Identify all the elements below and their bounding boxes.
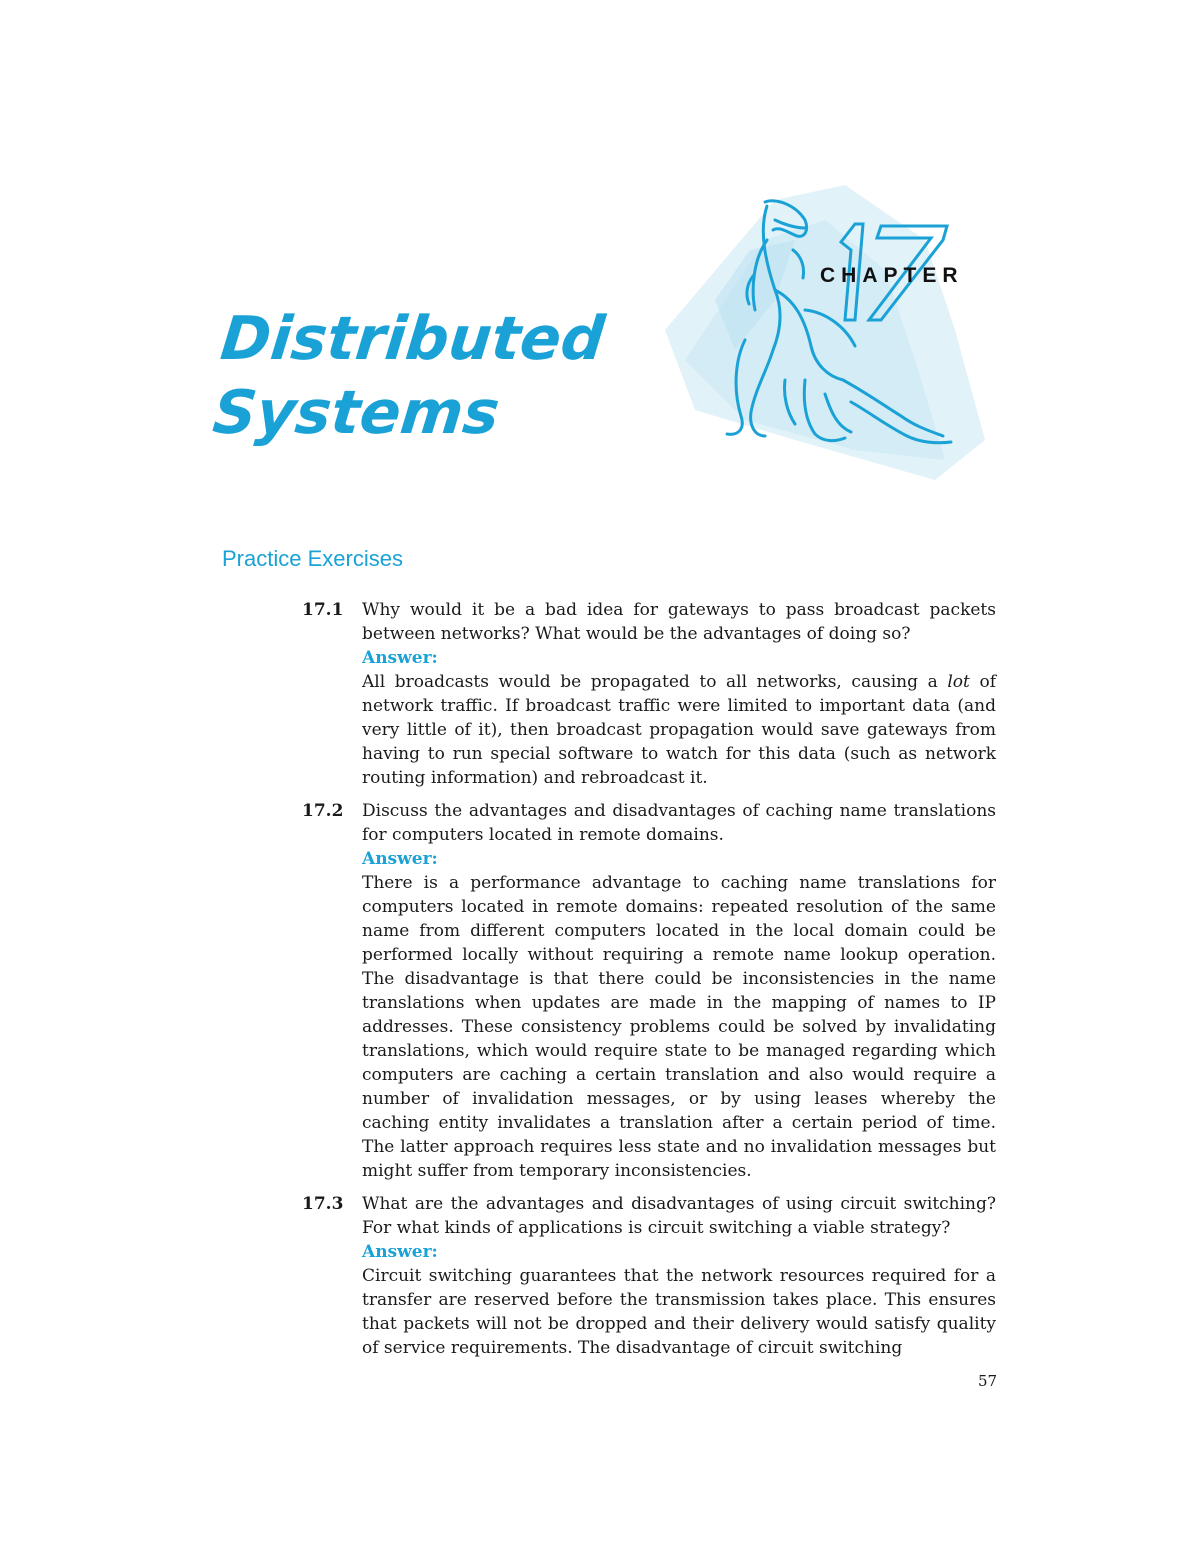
exercise-answer (362, 670, 996, 790)
chapter-title (209, 302, 607, 450)
page-number: 57 (978, 1372, 998, 1390)
exercise-number: 17.3 (302, 1194, 344, 1214)
section-heading: Practice Exercises (222, 546, 403, 571)
exercise-answer: There is a performance advantage to caching name translations for computers located in remote domains: repeated resolution of the same name from different computers located in the local domain could be performed locally without requiring a remote name lookup operation. The disadvantage is that there could be inconsistencies in the name translations when updates are made in the mapping of names to IP addresses. These consistency problems could be solved by invalidating translations, which would require state to be managed regarding which computers are caching a certain translation and also would require a number of invalidation messages, or by using leases whereby the caching entity invalidates a translation after a certain period of time. The latter approach requires less state and no invalidation messages but might suffer from temporary inconsistencies. (362, 873, 996, 1181)
answer-label: Answer: (362, 1242, 438, 1262)
exercise-number: 17.2 (302, 801, 344, 821)
answer-emphasis: lot (947, 672, 970, 692)
chapter-label: CHAPTER (820, 264, 964, 287)
dinosaur-sketch-icon (655, 180, 1015, 500)
chapter-title-line-1: Distributed (217, 304, 608, 374)
exercise-list (296, 598, 996, 1369)
exercise-17-2 (296, 799, 996, 1183)
exercise-question: What are the advantages and disadvantages of using circuit switching? For what kinds of applications is circuit switching a viable strategy? (362, 1194, 996, 1238)
chapter-title-line-2: Systems (209, 378, 503, 448)
answer-label: Answer: (362, 648, 438, 668)
answer-label: Answer: (362, 849, 438, 869)
exercise-question: Discuss the advantages and disadvantages of caching name translations for computers located in remote domains. (362, 801, 996, 845)
exercise-17-1 (296, 598, 996, 790)
exercise-17-3 (296, 1192, 996, 1360)
answer-text-end: of network traffic. If broadcast traffic were limited to important data (and very little of it), then broadcast propagation would save gateways from having to run special software to watch for this data (such as network routing information) and rebroadcast it. (362, 672, 996, 788)
chapter-illustration (655, 180, 1015, 500)
exercise-question: Why would it be a bad idea for gateways to pass broadcast packets between networks? What would be the advantages of doing so? (362, 600, 996, 644)
exercise-answer: Circuit switching guarantees that the network resources required for a transfer are reserved before the transmission takes place. This ensures that packets will not be dropped and their delivery would satisfy quality of service requirements. The disadvantage of circuit switching (362, 1266, 996, 1358)
answer-text-start: All broadcasts would be propagated to all networks, causing a (362, 672, 948, 692)
exercise-number: 17.1 (302, 600, 344, 620)
